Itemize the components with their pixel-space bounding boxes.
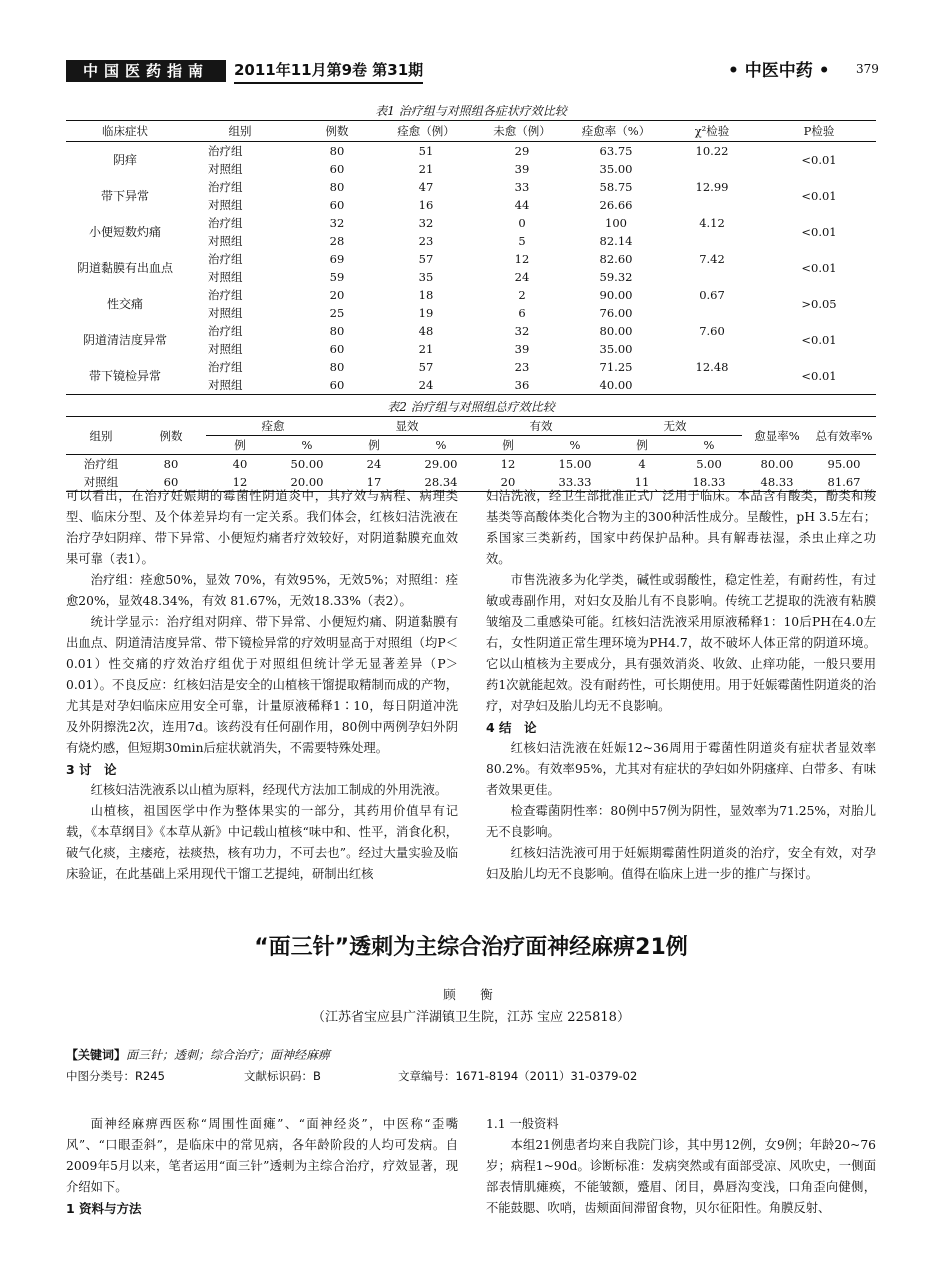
t1-chi-square-cell: 12.48 bbox=[695, 360, 729, 374]
t2-header-effective: 有效 bbox=[474, 417, 608, 436]
t1-p-value-cell: <0.01 bbox=[801, 369, 837, 383]
t2-header-ineffective: 无效 bbox=[608, 417, 742, 436]
section-heading-methods: 1 资料与方法 bbox=[66, 1201, 142, 1216]
t1-cell: 58.75 bbox=[599, 180, 633, 194]
t1-p-value-cell: <0.01 bbox=[801, 153, 837, 167]
t1-cell: 6 bbox=[518, 306, 526, 320]
section-name: • 中医中药 • bbox=[728, 61, 830, 81]
t1-header-cell: 痊愈率（%） bbox=[570, 121, 662, 142]
t1-chi-square-cell: 12.99 bbox=[695, 180, 729, 194]
t2-cell: 50.00 bbox=[274, 455, 340, 474]
t2-header-cure-rate: 愈显率% bbox=[754, 428, 800, 443]
article-author: 顾 衡 bbox=[443, 987, 499, 1002]
t2-sub-n: 例 bbox=[368, 438, 380, 452]
t2-cell: 33.33 bbox=[558, 475, 592, 489]
t1-cell: 32 bbox=[514, 324, 530, 338]
t1-header-cell: 例数 bbox=[296, 121, 378, 142]
t1-chi-square-cell: 7.42 bbox=[699, 252, 725, 266]
t1-p-value-cell: <0.01 bbox=[801, 333, 837, 347]
t1-cell: 28 bbox=[329, 234, 345, 248]
t1-cell: 26.66 bbox=[599, 198, 633, 212]
t2-cell: 81.67 bbox=[827, 475, 861, 489]
table-row bbox=[66, 142, 876, 161]
keywords-line bbox=[66, 1046, 330, 1063]
t2-cell: 18.33 bbox=[692, 475, 726, 489]
t1-symptom-cell: 性交痛 bbox=[106, 297, 143, 311]
bottom-left-column bbox=[66, 1114, 458, 1219]
t1-cell: 60 bbox=[329, 378, 345, 392]
paragraph: 红核妇洁洗液在妊娠12~36周用于霉菌性阴道炎有症状者显效率80.2%。有效率95%，尤其对有症状的孕妇如外阴瘙痒、白带多、有味者效果更佳。 bbox=[486, 741, 876, 797]
t1-symptom-cell: 阴痒 bbox=[112, 153, 137, 167]
t2-header-marked: 显效 bbox=[340, 417, 474, 436]
t2-header-total-rate: 总有效率% bbox=[815, 428, 873, 443]
t1-cell: 35.00 bbox=[599, 162, 633, 176]
t2-sub-pct: % bbox=[569, 438, 581, 452]
t2-sub-n: 例 bbox=[234, 438, 246, 452]
t1-chi-square-cell: 0.67 bbox=[699, 288, 725, 302]
paragraph: 本组21例患者均来自我院门诊，其中男12例，女9例；年龄20~76岁；病程1~90d。诊断标准：发病突然或有面部受凉、风吹史，一侧面部表情肌瘫痪，不能皱额，蹙眉、闭目，鼻唇沟变浅，口角歪向健侧，不能鼓腮、吹哨，齿颊面间滞留食物，贝尔征阳性。角膜反射、 bbox=[486, 1138, 876, 1215]
t1-cell: 48 bbox=[418, 324, 434, 338]
t1-p-value-cell: <0.01 bbox=[801, 261, 837, 275]
t1-cell: 治疗组 bbox=[208, 324, 243, 338]
t1-cell: 59 bbox=[329, 270, 345, 284]
t1-cell: 69 bbox=[329, 252, 345, 266]
table1 bbox=[66, 120, 876, 395]
paragraph: 市售洗液多为化学类，碱性或弱酸性，稳定性差，有耐药性，有过敏或毒副作用，对妇女及胎儿有不良影响。传统工艺提取的洗液有粘膜皱缩及二重感染可能。红核妇洁洗液采用原液稀释1：10后PH在4.0左右，女性阴道正常生理环境为PH4.7，故不破坏人体正常的阴道环境。它以山植核为主要成分，具有强效消炎、收敛、止痒功能，一般只要用药1次就能起效。没有耐药性，可长期使用。用于妊娠霉菌性阴道炎的治疗，对孕妇及胎儿均无不良影响。 bbox=[486, 573, 876, 713]
t1-cell: 对照组 bbox=[208, 342, 243, 356]
t1-header-cell: 痊愈（例） bbox=[378, 121, 474, 142]
t1-cell: 24 bbox=[514, 270, 530, 284]
t1-p-value-cell: >0.05 bbox=[801, 297, 837, 311]
t2-sub-pct: % bbox=[435, 438, 447, 452]
t2-cell: 17 bbox=[366, 475, 382, 489]
t1-cell: 20 bbox=[329, 288, 345, 302]
t1-cell: 21 bbox=[418, 342, 434, 356]
t2-cell: 20.00 bbox=[290, 475, 324, 489]
table-row bbox=[66, 358, 876, 376]
t1-p-value-cell: <0.01 bbox=[801, 189, 837, 203]
t1-cell: 82.60 bbox=[599, 252, 633, 266]
journal-name: 中国医药指南 bbox=[66, 60, 226, 82]
t1-cell: 24 bbox=[418, 378, 434, 392]
t1-cell: 对照组 bbox=[208, 378, 243, 392]
t1-chi-square-cell: 4.12 bbox=[699, 216, 725, 230]
t1-cell: 治疗组 bbox=[208, 288, 243, 302]
t1-cell: 19 bbox=[418, 306, 434, 320]
t1-cell: 60 bbox=[329, 162, 345, 176]
t2-cell: 48.33 bbox=[760, 475, 794, 489]
t1-cell: 35 bbox=[418, 270, 434, 284]
t1-symptom-cell: 带下镜检异常 bbox=[88, 369, 161, 383]
article-number: 文章编号：1671-8194（2011）31-0379-02 bbox=[398, 1069, 638, 1083]
t1-header-cell: 组别 bbox=[184, 121, 296, 142]
article-affiliation: （江苏省宝应县广洋湖镇卫生院，江苏 宝应 225818） bbox=[312, 1010, 630, 1025]
section-heading-conclusion: 4 结 论 bbox=[486, 720, 537, 735]
t2-cell: 治疗组 bbox=[66, 455, 136, 474]
table-row bbox=[66, 322, 876, 340]
t2-sub-pct: % bbox=[301, 438, 313, 452]
t2-cell: 11 bbox=[634, 475, 650, 489]
keywords: 面三针；透刺；综合治疗；面神经麻痹 bbox=[126, 1048, 331, 1062]
t1-cell: 51 bbox=[418, 144, 434, 158]
t1-cell: 16 bbox=[418, 198, 434, 212]
t2-cell: 29.00 bbox=[408, 455, 474, 474]
t1-symptom-cell: 阴道清洁度异常 bbox=[82, 333, 167, 347]
t2-cell: 12 bbox=[232, 475, 248, 489]
t1-symptom-cell: 小便短数灼痛 bbox=[88, 225, 161, 239]
t1-cell: 对照组 bbox=[208, 162, 243, 176]
t1-cell: 36 bbox=[514, 378, 530, 392]
t1-cell: 100 bbox=[605, 216, 627, 230]
subsection-heading: 1.1 一般资料 bbox=[486, 1117, 559, 1131]
paragraph: 统计学显示：治疗组对阴痒、带下异常、小便短灼痛、阴道黏膜有出血点、阴道清洁度异常、带下镜检异常的疗效明显高于对照组（均P＜0.01）性交痛的疗效治疗组优于对照组但统计学无显著差异（P＞0.01）。不良反应：红核妇洁是安全的山植核干馏提取精制而成的产物，尤其是对孕妇临床应用安全可靠，计量原液稀释1∶10，每日阴道冲洗及外阴擦洗2次，连用7d。该药没有任何副作用，80例中两例孕妇外阴有烧灼感，但短期30min后症状就消失，不需要特殊处理。 bbox=[66, 615, 458, 755]
t2-cell: 28.34 bbox=[424, 475, 458, 489]
t1-cell: 80 bbox=[329, 360, 345, 374]
paragraph: 面神经麻痹西医称“周围性面瘫”、“面神经炎”，中医称“歪嘴风”、“口眼歪斜”，是临床中的常见病，各年龄阶段的人均可发病。自2009年5月以来，笔者运用“面三针”透刺为主综合治疗，疗效显著，现介绍如下。 bbox=[66, 1117, 458, 1194]
t1-header-cell: 临床症状 bbox=[66, 121, 184, 142]
t1-cell: 对照组 bbox=[208, 270, 243, 284]
t1-cell: 0 bbox=[518, 216, 526, 230]
t1-symptom-cell: 阴道黏膜有出血点 bbox=[76, 261, 173, 275]
t1-cell: 39 bbox=[514, 342, 530, 356]
table1-header-row bbox=[66, 121, 876, 142]
t2-cell: 24 bbox=[340, 455, 408, 474]
paragraph: 红核妇洁洗液可用于妊娠期霉菌性阴道炎的治疗，安全有效，对孕妇及胎儿均无不良影响。值得在临床上进一步的推广与探讨。 bbox=[486, 846, 876, 881]
article-title: “面三针”透刺为主综合治疗面神经麻痹21例 bbox=[254, 935, 688, 960]
t1-cell: 2 bbox=[518, 288, 526, 302]
table2-caption: 表2 治疗组与对照组总疗效比较 bbox=[387, 400, 555, 414]
paragraph: 红核妇洁洗液系以山植为原料，经现代方法加工制成的外用洗液。 bbox=[90, 783, 448, 797]
t1-header-cell: P检验 bbox=[762, 121, 876, 142]
t1-cell: 23 bbox=[418, 234, 434, 248]
t1-header-cell: χ²检验 bbox=[662, 121, 762, 142]
table2 bbox=[66, 416, 876, 492]
t1-cell: 33 bbox=[514, 180, 530, 194]
t1-cell: 治疗组 bbox=[208, 144, 243, 158]
t1-cell: 治疗组 bbox=[208, 216, 243, 230]
left-column bbox=[66, 486, 458, 885]
t2-cell: 4 bbox=[608, 455, 676, 474]
t2-cell: 95.00 bbox=[812, 455, 876, 474]
t1-symptom-cell: 带下异常 bbox=[100, 189, 149, 203]
t1-header-cell: 未愈（例） bbox=[474, 121, 570, 142]
t1-cell: 90.00 bbox=[599, 288, 633, 302]
t1-cell: 71.25 bbox=[599, 360, 633, 374]
t2-cell: 15.00 bbox=[542, 455, 608, 474]
t1-cell: 44 bbox=[514, 198, 530, 212]
t1-cell: 80 bbox=[329, 144, 345, 158]
t1-p-value-cell: <0.01 bbox=[801, 225, 837, 239]
t2-cell: 60 bbox=[163, 475, 179, 489]
table-row bbox=[66, 178, 876, 196]
t1-cell: 40.00 bbox=[599, 378, 633, 392]
t2-cell: 12 bbox=[474, 455, 542, 474]
t1-cell: 47 bbox=[418, 180, 434, 194]
t1-cell: 对照组 bbox=[208, 198, 243, 212]
paragraph: 治疗组：痊愈50%，显效 70%，有效95%，无效5%；对照组：痊愈20%，显效48.34%，有效 81.67%，无效18.33%（表2）。 bbox=[66, 573, 458, 608]
paragraph: 可以看出，在治疗妊娠期的霉菌性阴道炎中，其疗效与病程、病理类型、临床分型、及个体差异均有一定关系。我们体会，红核妇洁洗液在治疗孕妇阴痒、带下异常、小便短灼痛者疗效较好，对阴道黏膜充血效果可靠（表1）。 bbox=[66, 489, 458, 566]
table-row bbox=[66, 455, 876, 474]
t1-chi-square-cell: 10.22 bbox=[695, 144, 729, 158]
t2-cell: 20 bbox=[500, 475, 516, 489]
t1-cell: 80 bbox=[329, 324, 345, 338]
t1-cell: 对照组 bbox=[208, 306, 243, 320]
t1-cell: 5 bbox=[518, 234, 526, 248]
running-header bbox=[66, 58, 879, 84]
table1-caption: 表1 治疗组与对照组各症状疗效比较 bbox=[375, 104, 567, 118]
t1-cell: 29 bbox=[514, 144, 530, 158]
table-row bbox=[66, 250, 876, 268]
right-column bbox=[486, 486, 876, 885]
t1-cell: 59.32 bbox=[599, 270, 633, 284]
t2-cell: 80.00 bbox=[742, 455, 812, 474]
t2-sub-pct: % bbox=[703, 438, 715, 452]
t1-cell: 23 bbox=[514, 360, 530, 374]
t1-cell: 57 bbox=[418, 252, 434, 266]
t1-cell: 18 bbox=[418, 288, 434, 302]
document-code: 文献标识码：B bbox=[244, 1069, 321, 1083]
t1-cell: 12 bbox=[514, 252, 530, 266]
t2-cell: 对照组 bbox=[83, 475, 119, 489]
page-number: 379 bbox=[856, 62, 879, 76]
bottom-right-column bbox=[486, 1114, 876, 1219]
t1-cell: 对照组 bbox=[208, 234, 243, 248]
t2-header-group: 组别 bbox=[89, 428, 113, 443]
table-row bbox=[66, 286, 876, 304]
t2-cell: 40 bbox=[206, 455, 274, 474]
t1-cell: 35.00 bbox=[599, 342, 633, 356]
t1-cell: 60 bbox=[329, 198, 345, 212]
t2-sub-n: 例 bbox=[636, 438, 648, 452]
t2-cell: 80 bbox=[136, 455, 206, 474]
t1-cell: 60 bbox=[329, 342, 345, 356]
t2-header-cases: 例数 bbox=[159, 428, 183, 443]
t1-cell: 25 bbox=[329, 306, 345, 320]
t1-chi-square-cell: 7.60 bbox=[699, 324, 725, 338]
paragraph: 山植核，祖国医学中作为整体果实的一部分，其药用价值早有记载，《本草纲目》《本草从新》中记载山植核“味中和、性平，消食化积，破气化痰，主瘘疮，祛痰热，核有功力，不可去也”。经过大量实验及临床验证，在此基础上采用现代干馏工艺提纯，研制出红核 bbox=[66, 804, 458, 881]
t1-cell: 63.75 bbox=[599, 144, 633, 158]
issue-info: 2011年11月第9卷 第31期 bbox=[234, 58, 423, 84]
t2-sub-n: 例 bbox=[502, 438, 514, 452]
t1-cell: 82.14 bbox=[599, 234, 633, 248]
t2-header-cured: 痊愈 bbox=[206, 417, 340, 436]
t1-cell: 32 bbox=[418, 216, 434, 230]
t1-cell: 39 bbox=[514, 162, 530, 176]
t1-cell: 治疗组 bbox=[208, 180, 243, 194]
t1-cell: 80.00 bbox=[599, 324, 633, 338]
paragraph: 妇洁洗液，经卫生部批准正式广泛用于临床。本品含有酸类，酚类和羧基类等高酸体类化合物为主的300种活性成分。呈酸性，pH 3.5左右；系国家三类新药，国家中药保护品种。具有解毒祛湿，杀虫止痒之功效。 bbox=[486, 489, 876, 566]
keywords-label: 【关键词】 bbox=[66, 1048, 127, 1062]
t1-cell: 57 bbox=[418, 360, 434, 374]
table-row bbox=[66, 214, 876, 232]
t1-cell: 21 bbox=[418, 162, 434, 176]
t1-cell: 治疗组 bbox=[208, 252, 243, 266]
t1-cell: 32 bbox=[329, 216, 345, 230]
t1-cell: 治疗组 bbox=[208, 360, 243, 374]
clc-number: 中图分类号：R245 bbox=[66, 1069, 165, 1083]
paragraph: 检查霉菌阴性率：80例中57例为阴性，显效率为71.25%，对胎儿无不良影响。 bbox=[486, 804, 876, 839]
t1-cell: 76.00 bbox=[599, 306, 633, 320]
t2-cell: 5.00 bbox=[676, 455, 742, 474]
t1-cell: 80 bbox=[329, 180, 345, 194]
section-heading-discussion: 3 讨 论 bbox=[66, 762, 117, 777]
